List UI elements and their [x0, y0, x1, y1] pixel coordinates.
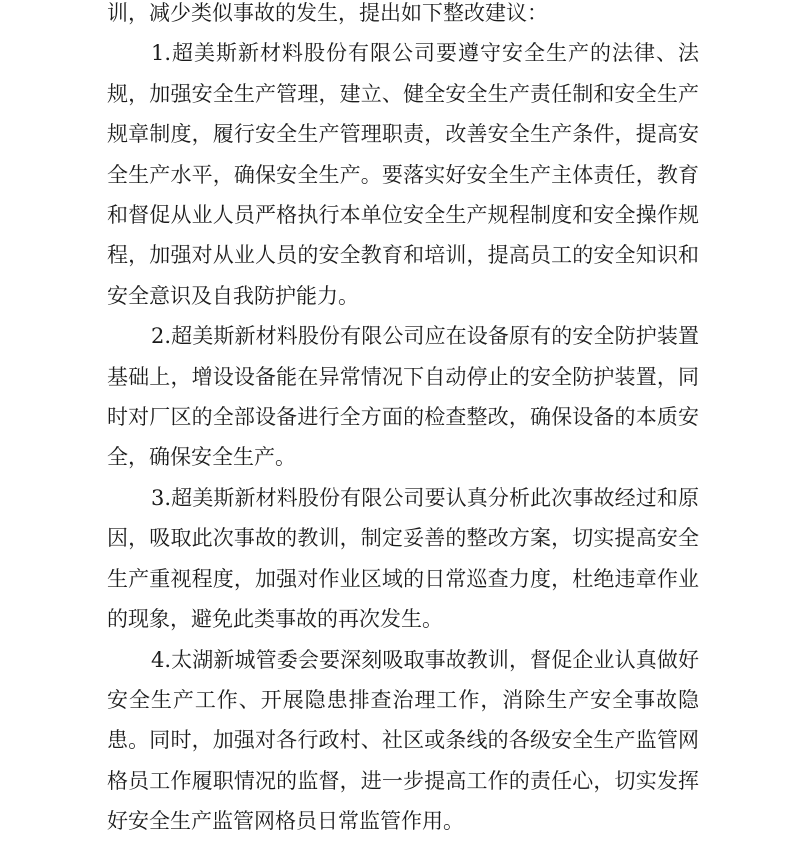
document-page [107, 0, 699, 842]
recommendation-paragraph-3: 3.超美斯新材料股份有限公司要认真分析此次事故经过和原因，吸取此次事故的教训，制定妥善的整改方案，切实提高安全生产重视程度，加强对作业区域的日常巡查力度，杜绝违章作业的现象，避免此类事故的再次发生。 [107, 485, 699, 632]
recommendation-paragraph-1: 1.超美斯新材料股份有限公司要遵守安全生产的法律、法规，加强安全生产管理，建立、健全安全生产责任制和安全生产规章制度，履行安全生产管理职责，改善安全生产条件，提高安全生产水平，确保安全生产。要落实好安全生产主体责任，教育和督促从业人员严格执行本单位安全生产规程制度和安全操作规程，加强对从业人员的安全教育和培训，提高员工的安全知识和安全意识及自我防护能力。 [107, 41, 699, 308]
recommendation-paragraph-4: 4.太湖新城管委会要深刻吸取事故教训，督促企业认真做好安全生产工作、开展隐患排查治理工作，消除生产安全事故隐患。同时，加强对各行政村、社区或条线的各级安全生产监管网格员工作履职情况的监督，进一步提高工作的责任心，切实发挥好安全生产监管网格员日常监管作用。 [107, 647, 699, 834]
recommendation-paragraph-2: 2.超美斯新材料股份有限公司应在设备原有的安全防护装置基础上，增设设备能在异常情况下自动停止的安全防护装置，同时对厂区的全部设备进行全方面的检查整改，确保设备的本质安全，确保安全生产。 [107, 324, 699, 470]
lead-line: 训，减少类似事故的发生，提出如下整改建议： [107, 1, 548, 25]
